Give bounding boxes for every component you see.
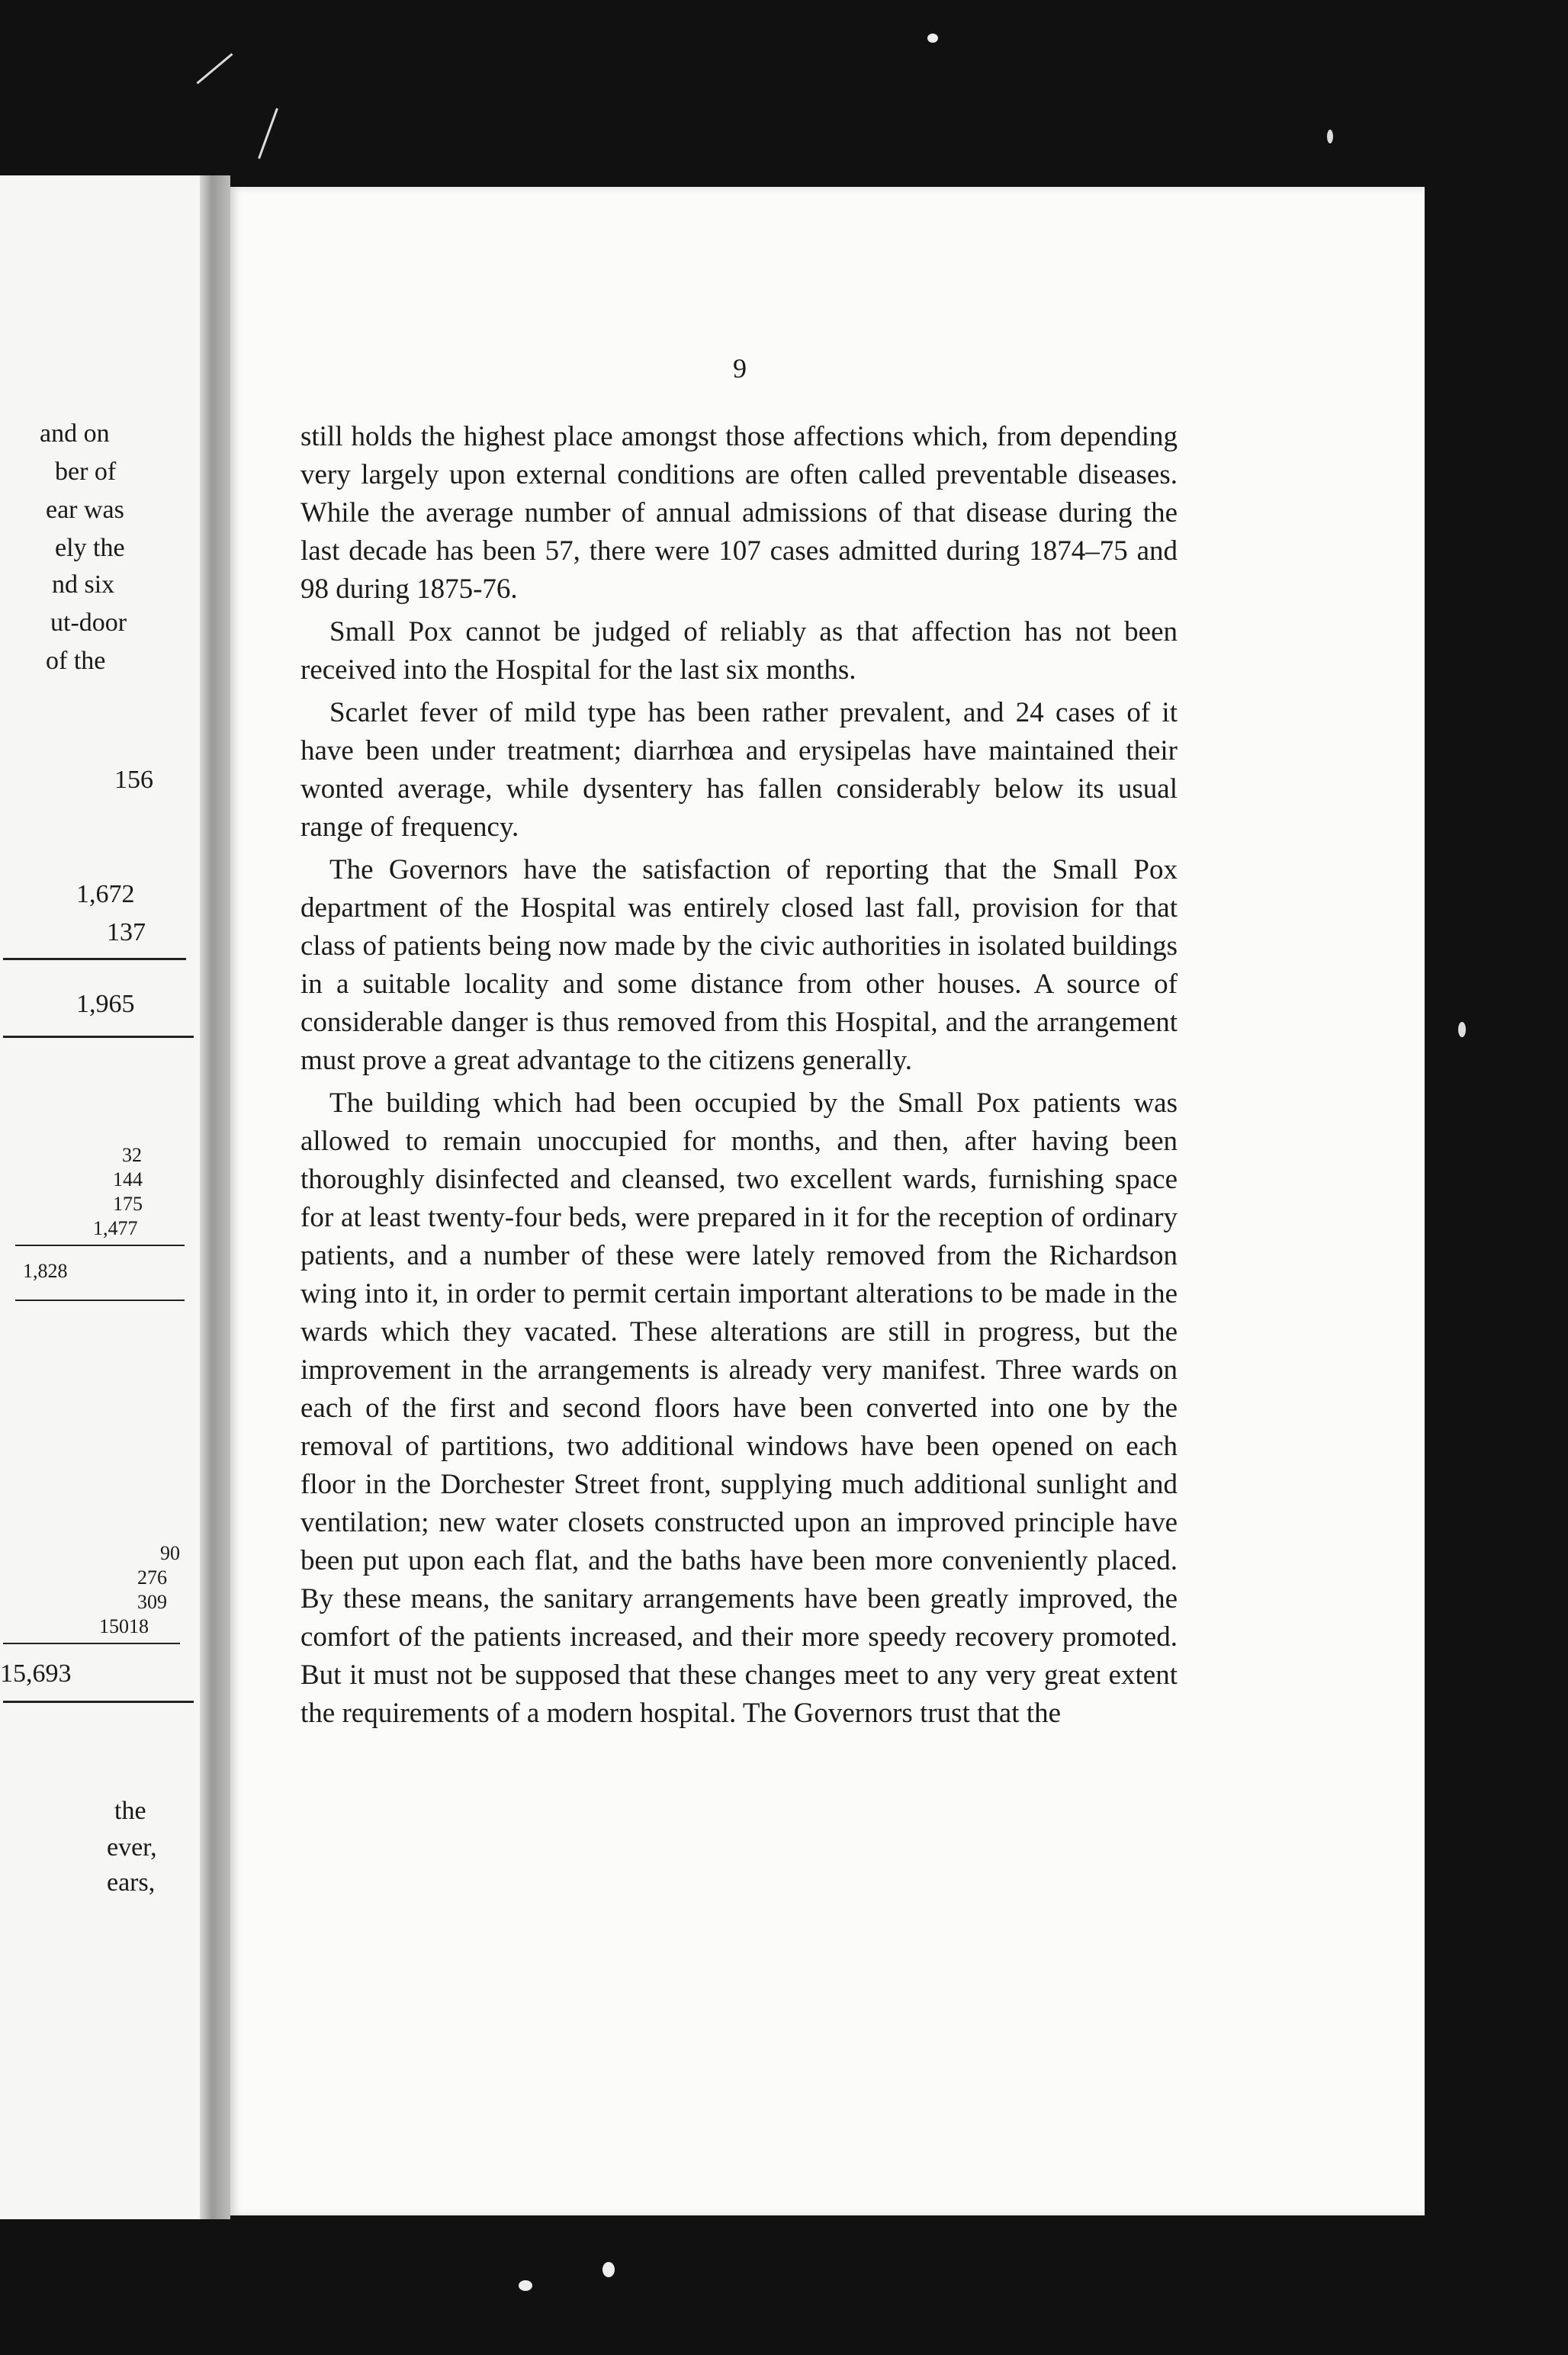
film-speck: [1327, 130, 1333, 143]
left-fragment: ely the: [55, 534, 125, 562]
left-rule: [3, 1036, 194, 1038]
left-number: 1,965: [76, 990, 135, 1018]
film-speck: [1458, 1022, 1466, 1037]
left-fragment: ear was: [46, 496, 124, 524]
paragraph: The Governors have the satisfaction of reporting that the Small Pox department of the Hospital was entirely closed last fall, provision for that class of patients being now made by the civic authorities in isolated buildings in a suitable locality and some distance from other houses. A source of considerable danger is thus removed from this Hospital, and the arrangement must prove a great advantage to the citizens generally.: [300, 854, 1178, 1076]
page-number: 9: [733, 353, 747, 384]
film-speck: [927, 34, 938, 43]
book-gutter: [200, 175, 230, 2219]
left-number: 1,828: [23, 1260, 68, 1282]
left-rule: [3, 1701, 194, 1703]
left-rule: [15, 1300, 185, 1301]
left-number: 15,693: [0, 1659, 72, 1688]
paragraph: Small Pox cannot be judged of reliably as that affection has not been received into the Hospital for the last six months.: [300, 616, 1178, 686]
left-number: 32: [122, 1144, 142, 1166]
left-number: 156: [114, 766, 153, 794]
paragraph: still holds the highest place amongst those affections which, from depending very largely upon external conditions are often called preventable diseases. While the average number of annual admissions of that disease during the last decade has been 57, there were 107 cases admitted during 1874–75 and 98 during 1875-76.: [300, 421, 1178, 605]
body-text: [300, 418, 1178, 1737]
left-fragment: ears,: [107, 1868, 156, 1897]
paragraph: The building which had been occupied by the Small Pox patients was allowed to remain unoccupied for months, and then, after having been thoroughly disinfected and cleansed, two excellent wards, furnishing space for at least twenty-four beds, were prepared in it for the reception of ordinary patients, and a number of these were lately removed from the Richardson wing into it, in order to permit certain important alterations to be made in the wards which they vacated. These alterations are still in progress, but the improvement in the arrangements is already very manifest. Three wards on each of the first and second floors have been converted into one by the removal of partitions, two additional windows have been opened on each floor in the Dorchester Street front, supplying much additional sunlight and ventilation; new water closets constructed upon an improved principle have been put upon each flat, and the baths have been more conveniently placed. By these means, the sanitary arrangements have been greatly improved, the comfort of the patients increased, and their more speedy recovery promoted. But it must not be supposed that these changes meet to any very great extent the requirements of a modern hospital. The Governors trust that the: [300, 1088, 1178, 1729]
left-fragment: ber of: [55, 458, 117, 486]
paragraph: Scarlet fever of mild type has been rather prevalent, and 24 cases of it have been under treatment; diarrhœa and erysipelas have maintained their wonted average, while dysentery has fallen considerably below its usual range of frequency.: [300, 697, 1178, 843]
film-speck: [602, 2262, 615, 2277]
previous-page-sliver: [0, 175, 200, 2219]
left-rule: [3, 1643, 180, 1644]
left-fragment: ut-door: [50, 609, 127, 637]
left-number: 1,477: [93, 1217, 138, 1239]
left-number: 15018: [99, 1615, 149, 1637]
left-number: 144: [113, 1168, 143, 1190]
left-fragment: nd six: [52, 570, 115, 599]
left-number: 90: [160, 1542, 180, 1564]
left-fragment: ever,: [107, 1833, 157, 1862]
left-fragment: and on: [40, 419, 110, 448]
left-number: 175: [113, 1193, 143, 1215]
left-fragment: of the: [46, 647, 106, 675]
left-number: 1,672: [76, 880, 135, 908]
left-number: 276: [137, 1566, 167, 1589]
left-number: 309: [137, 1591, 167, 1613]
left-fragment: the: [114, 1797, 146, 1825]
left-number: 137: [107, 918, 146, 946]
left-rule: [3, 958, 186, 960]
left-rule: [15, 1245, 185, 1246]
film-speck: [519, 2280, 532, 2291]
